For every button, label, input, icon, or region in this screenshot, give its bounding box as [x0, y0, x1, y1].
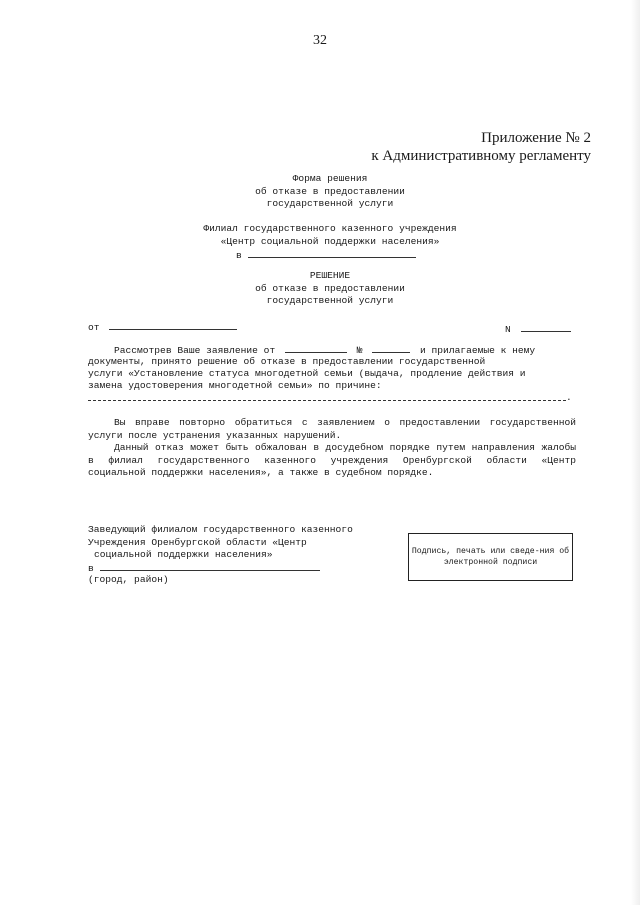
body-p3 [88, 442, 576, 480]
reason-end-dot: . [566, 392, 572, 403]
body-p1-line-4: замена удостоверения многодетной семьи» по причине: [88, 380, 382, 391]
form-heading-line-1: Форма решения [292, 173, 368, 184]
number-label: N [505, 324, 511, 335]
branch-location-prefix: в [236, 250, 242, 261]
branch-location-blank [248, 248, 416, 258]
branch-location-row [236, 248, 416, 263]
form-heading-line-3: государственной услуги [266, 198, 394, 209]
signature-stamp-box [408, 533, 573, 581]
signature-location-caption: (город, район) [88, 574, 169, 585]
appendix-line-2: к Административному регламенту [371, 148, 591, 164]
body-p1-end: и прилагаемые к нему [420, 345, 536, 356]
scan-edge-shadow [631, 0, 640, 905]
body-p3-text: Данный отказ может быть обжалован в досудебном порядке путем направления жалобы в филиал государственного казенного учреждения Оренбургской области «Центр социальной поддержки населения», а также в судебном порядке. [88, 442, 576, 478]
body-p1-number-sign: № [356, 345, 363, 356]
body-p2 [88, 417, 576, 442]
application-date-blank [285, 343, 347, 353]
body-p1-line-2: документы, принято решение об отказе в предоставлении государственной [88, 356, 486, 367]
body-p1-start: Рассмотрев Ваше заявление от [114, 345, 276, 356]
date-blank [109, 320, 237, 330]
signature-location-prefix: в [88, 563, 94, 574]
number-row [505, 322, 571, 337]
application-number-blank [372, 343, 410, 353]
decision-title: РЕШЕНИЕ [309, 270, 351, 281]
page-number: 32 [313, 33, 327, 48]
date-from-label: от [88, 322, 100, 333]
decision-line-3: государственной услуги [266, 295, 394, 306]
body-p2-text: Вы вправе повторно обратиться с заявлением о предоставлении государственной услуги после устранения указанных нарушений. [88, 417, 576, 441]
body-p1-line-3: услуги «Установление статуса многодетной семьи (выдача, продление действия и [88, 368, 526, 379]
signature-location-blank [100, 561, 320, 571]
decision-line-2: об отказе в предоставлении [255, 283, 405, 294]
appendix-heading [371, 129, 591, 165]
number-blank [521, 322, 571, 332]
date-row [88, 320, 237, 335]
signature-line-2: Учреждения Оренбургской области «Центр [88, 537, 307, 548]
signature-line-1: Заведующий филиалом государственного казенного [88, 524, 353, 535]
stamp-box-text: Подпись, печать или сведе-ния об электронной подписи [411, 547, 570, 567]
signature-line-3: социальной поддержки населения» [94, 549, 273, 560]
appendix-line-1: Приложение № 2 [481, 130, 591, 146]
reason-blank-line [88, 399, 566, 401]
branch-line-2: «Центр социальной поддержки населения» [220, 236, 440, 247]
branch-line-1: Филиал государственного казенного учреждения [203, 223, 457, 234]
form-heading-line-2: об отказе в предоставлении [255, 186, 405, 197]
